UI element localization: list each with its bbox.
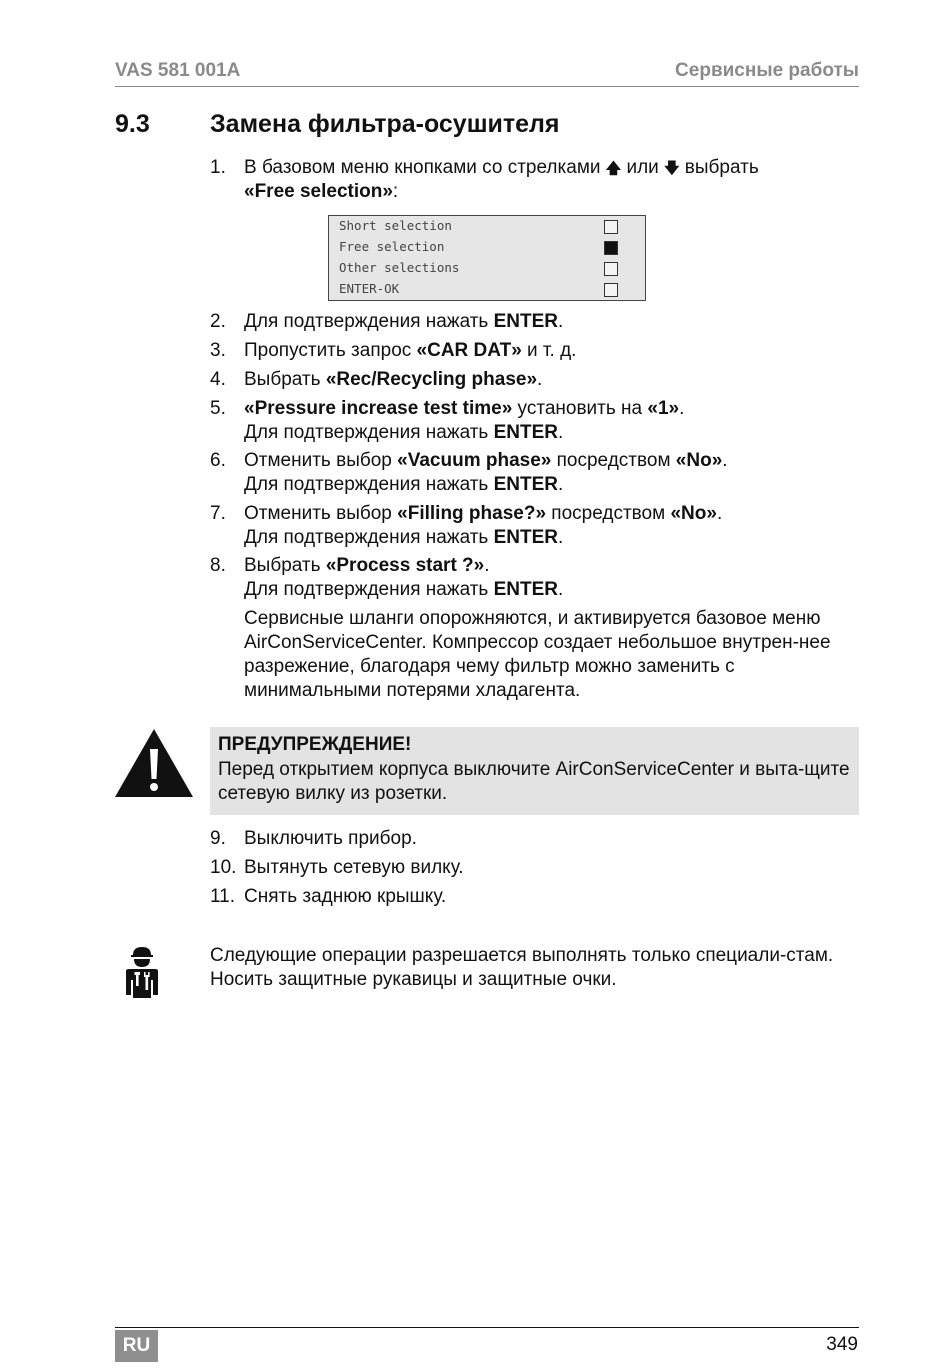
page-number: 349 [826, 1334, 858, 1355]
checkbox-empty [604, 283, 618, 297]
document-code: VAS 581 001A [115, 60, 241, 81]
specialist-worker-icon [120, 945, 164, 1000]
step-number: 7. [210, 503, 226, 524]
specialist-note [210, 944, 850, 992]
step-number: 4. [210, 369, 226, 390]
warning-triangle-icon [113, 727, 195, 799]
step-text: Выбрать «Process start ?». Для подтверждения нажать ENTER. [244, 555, 564, 600]
checkbox-empty [604, 262, 618, 276]
step-text: Для подтверждения нажать ENTER. [244, 311, 564, 332]
note-line-2: Носить защитные рукавицы и защитные очки. [210, 969, 617, 990]
step-number: 11. [210, 886, 236, 907]
lcd-row: ENTER-OK [339, 279, 635, 300]
step-number: 10. [210, 857, 237, 878]
language-badge: RU [115, 1330, 158, 1362]
step-text: Отменить выбор «Vacuum phase» посредством «No». Для подтверждения нажать ENTER. [244, 450, 728, 495]
arrow-up-icon: 🡅 [605, 159, 622, 177]
section-number: 9.3 [115, 110, 150, 138]
lcd-row: Free selection [339, 237, 635, 258]
warning-text: Перед открытием корпуса выключите AirConServiceCenter и выта-щите сетевую вилку из розетки. [218, 759, 850, 804]
step-text: Вытянуть сетевую вилку. [244, 857, 464, 878]
warning-box [210, 727, 859, 815]
chapter-name: Сервисные работы [675, 60, 859, 81]
step-number: 9. [210, 828, 226, 849]
step-number: 8. [210, 555, 226, 576]
page-header [115, 60, 859, 87]
step-number: 2. [210, 311, 226, 332]
step-number: 3. [210, 340, 226, 361]
step-text: Пропустить запрос «CAR DAT» и т. д. [244, 340, 577, 361]
warning-title: ПРЕДУПРЕЖДЕНИЕ! [218, 734, 412, 755]
lcd-menu-display [328, 215, 646, 301]
step-number: 1. [210, 157, 226, 178]
checkbox-filled [604, 241, 618, 255]
step-text: «Pressure increase test time» установить на «1». Для подтверждения нажать ENTER. [244, 398, 685, 443]
arrow-down-icon: 🡇 [664, 159, 680, 177]
step-number: 5. [210, 398, 226, 419]
step-text: В базовом меню кнопками со стрелками 🡅 или 🡇 выбрать «Free selection»: [244, 157, 759, 202]
footer-divider [115, 1327, 859, 1328]
section-title: Замена фильтра-осушителя [210, 110, 560, 138]
step-text: Выключить прибор. [244, 828, 417, 849]
note-line-1: Следующие операции разрешается выполнять только специали-стам. [210, 945, 834, 966]
checkbox-empty [604, 220, 618, 234]
lcd-row: Other selections [339, 258, 635, 279]
step-text: Выбрать «Rec/Recycling phase». [244, 369, 543, 390]
lcd-row: Short selection [339, 216, 635, 237]
step-8-explanation: Сервисные шланги опорожняются, и активируется базовое меню AirConServiceCenter. Компрессор создает небольшое внутрен-нее разрежение, благодаря чему фильтр можно заменить с минимальными потерями хладагента. [244, 608, 831, 701]
step-number: 6. [210, 450, 226, 471]
step-text: Отменить выбор «Filling phase?» посредством «No». Для подтверждения нажать ENTER. [244, 503, 723, 548]
step-text: Снять заднюю крышку. [244, 886, 447, 907]
